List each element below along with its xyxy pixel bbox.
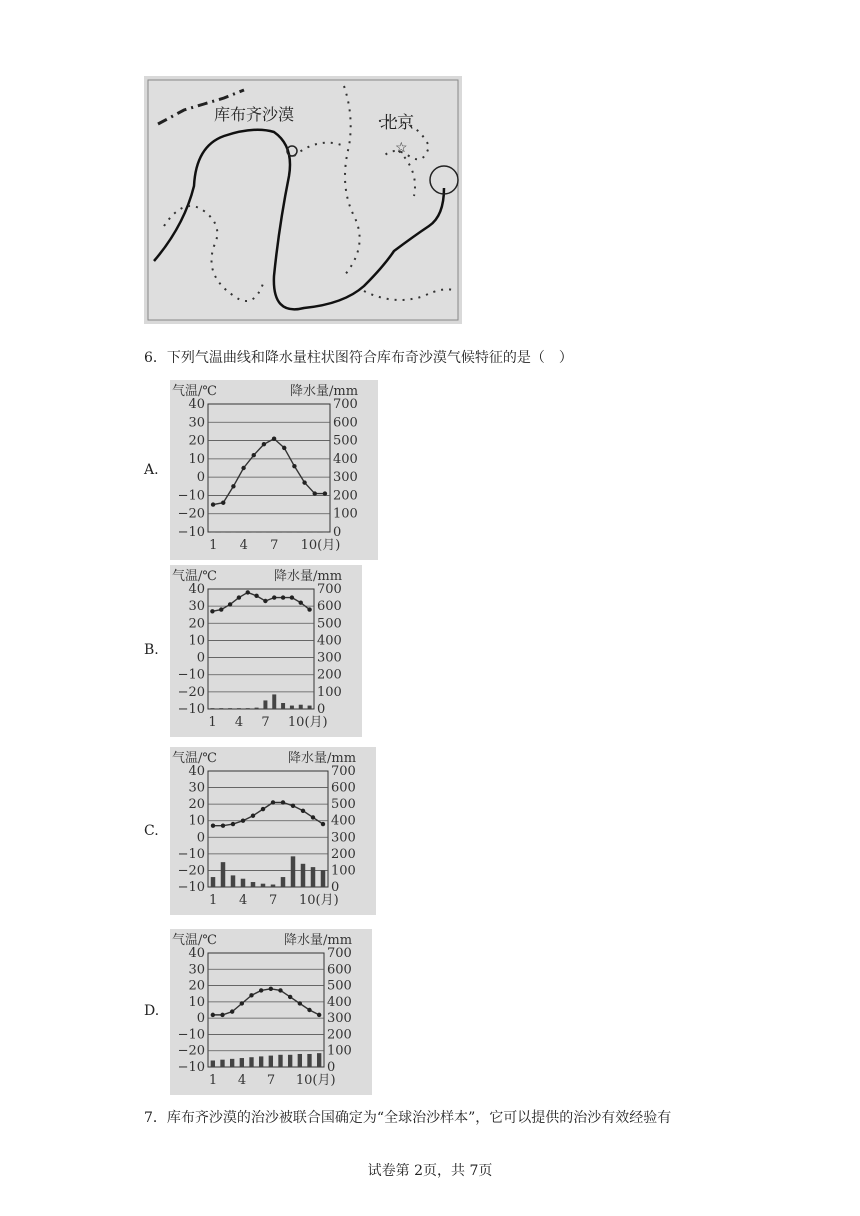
temp-point: [231, 822, 235, 826]
plot-frame: [208, 589, 314, 709]
temp-point: [254, 594, 258, 598]
precip-tick-label: 700: [317, 582, 342, 597]
temp-point: [259, 988, 263, 992]
temp-tick-label: −10: [177, 1060, 205, 1075]
temp-axis-title: 气温/℃: [172, 933, 217, 948]
temp-tick-label: 20: [188, 797, 205, 813]
temp-line: [213, 439, 325, 505]
month-tick-label: 7: [266, 1073, 276, 1088]
precip-tick-label: 500: [331, 797, 356, 813]
temp-tick-label: −10: [177, 702, 205, 717]
temp-point: [237, 595, 241, 599]
temp-tick-label: −10: [177, 667, 205, 683]
month-tick-label: 4: [234, 715, 244, 730]
climate-chart-b: [170, 565, 362, 737]
precip-tick-label: 0: [317, 702, 326, 717]
precip-tick-label: 500: [333, 433, 358, 449]
temp-tick-label: −20: [177, 684, 205, 700]
precip-bar: [298, 1054, 302, 1067]
temp-point: [272, 595, 276, 599]
temp-point: [311, 815, 315, 819]
temp-tick-label: −10: [177, 846, 205, 862]
precip-tick-label: 300: [327, 1011, 352, 1027]
precip-tick-label: 700: [331, 764, 356, 779]
temp-point: [210, 609, 214, 613]
precip-bar: [301, 864, 306, 887]
climate-chart-a: [170, 380, 378, 560]
precip-tick-label: 600: [317, 599, 342, 615]
precip-bar: [291, 856, 296, 887]
precip-bar: [292, 531, 297, 532]
precip-axis-title: 降水量/mm: [284, 933, 353, 948]
precip-bar: [255, 708, 259, 709]
temp-tick-label: −20: [177, 506, 205, 522]
precip-bar: [259, 1056, 263, 1067]
temp-point: [220, 1013, 224, 1017]
precip-bar: [251, 531, 256, 532]
precip-tick-label: 0: [331, 880, 340, 895]
temp-tick-label: 40: [188, 946, 205, 961]
temp-point: [211, 823, 215, 827]
temp-tick-label: −10: [177, 488, 205, 504]
precip-bar: [323, 531, 328, 532]
precip-tick-label: 500: [317, 616, 342, 632]
temp-point: [263, 599, 267, 603]
precip-bar: [261, 884, 266, 887]
precip-bar: [271, 885, 276, 887]
temp-point: [299, 601, 303, 605]
precip-tick-label: 200: [317, 667, 342, 683]
temp-line: [212, 592, 309, 611]
desert-map: [144, 76, 462, 324]
precip-bar: [317, 1053, 321, 1067]
option-c-label[interactable]: C.: [144, 823, 159, 839]
precip-bar: [302, 531, 307, 532]
month-tick-label: 10(月): [295, 1073, 336, 1088]
precip-tick-label: 300: [317, 650, 342, 666]
month-tick-label: 4: [237, 1073, 247, 1088]
temp-tick-label: 0: [196, 650, 205, 666]
page-footer: 试卷第 2页，共 7页: [367, 1163, 493, 1179]
precip-tick-label: 700: [327, 946, 352, 961]
month-tick-label: 4: [239, 893, 248, 908]
precip-bar: [288, 1055, 292, 1067]
temp-point: [241, 466, 245, 470]
precip-bar: [221, 862, 226, 887]
precip-axis-title: 降水量/mm: [290, 384, 359, 399]
temp-point: [281, 595, 285, 599]
precip-bar: [272, 694, 276, 709]
chart-svg: [170, 747, 376, 915]
temp-point: [313, 491, 317, 495]
temp-tick-label: 20: [188, 433, 205, 449]
temp-point: [307, 1008, 311, 1012]
desert-label: 库布齐沙漠: [214, 105, 295, 124]
plot-frame: [208, 953, 324, 1067]
precip-tick-label: 300: [331, 830, 356, 846]
precip-tick-label: 100: [331, 863, 356, 879]
month-tick-label: 1: [209, 893, 218, 908]
temp-tick-label: 40: [188, 582, 205, 597]
temp-point: [307, 607, 311, 611]
precip-bar: [308, 706, 312, 709]
temp-point: [221, 501, 225, 505]
temp-point: [269, 987, 273, 991]
precip-tick-label: 600: [331, 780, 356, 796]
precip-bar: [321, 870, 326, 887]
temp-axis-title: 气温/℃: [172, 751, 217, 766]
precip-tick-label: 100: [327, 1043, 352, 1059]
chart-svg: [170, 565, 362, 737]
precip-bar: [230, 1059, 234, 1067]
temp-point: [211, 1013, 215, 1017]
temp-tick-label: −10: [177, 525, 205, 540]
precip-tick-label: 700: [333, 397, 358, 412]
temp-tick-label: 30: [188, 415, 205, 431]
temp-point: [272, 437, 276, 441]
precip-bar: [262, 531, 267, 532]
climate-chart-c: [170, 747, 376, 915]
precip-bar: [281, 877, 286, 887]
temp-point: [231, 484, 235, 488]
precip-bar: [211, 531, 216, 532]
temp-point: [323, 491, 327, 495]
precip-bar: [240, 1058, 244, 1067]
precip-axis-title: 降水量/mm: [288, 751, 357, 766]
precip-bar: [311, 867, 316, 887]
precip-bar: [312, 531, 317, 532]
precip-bar: [290, 706, 294, 709]
precip-bar: [246, 708, 250, 709]
temp-tick-label: 20: [188, 978, 205, 994]
question-6: 6．下列气温曲线和降水量柱状图符合库布奇沙漠气候特征的是（ ）: [144, 350, 573, 366]
precip-tick-label: 500: [327, 978, 352, 994]
temp-point: [211, 502, 215, 506]
beijing-star-icon: ☆: [395, 140, 408, 156]
month-tick-label: 10(月): [287, 715, 328, 730]
temp-tick-label: 10: [188, 994, 205, 1010]
precip-bar: [241, 531, 246, 532]
temp-tick-label: 0: [196, 470, 205, 486]
month-tick-label: 4: [239, 538, 248, 553]
precip-bar: [249, 1057, 253, 1067]
precip-bar: [269, 1056, 273, 1067]
temp-point: [261, 807, 265, 811]
temp-tick-label: 0: [196, 1011, 205, 1027]
precip-tick-label: 200: [331, 846, 356, 862]
option-b-label[interactable]: B.: [144, 642, 159, 658]
temp-point: [246, 590, 250, 594]
temp-point: [221, 823, 225, 827]
precip-bar: [281, 703, 285, 709]
temp-point: [252, 453, 256, 457]
temp-point: [288, 995, 292, 999]
temp-tick-label: 10: [188, 633, 205, 649]
month-tick-label: 7: [269, 893, 278, 908]
precip-bar: [282, 531, 287, 532]
precip-bar: [272, 531, 277, 532]
precip-tick-label: 400: [317, 633, 342, 649]
temp-line: [213, 802, 323, 825]
precip-bar: [211, 1060, 215, 1067]
temp-tick-label: 30: [188, 780, 205, 796]
temp-point: [298, 1001, 302, 1005]
temp-point: [249, 993, 253, 997]
precip-tick-label: 400: [327, 994, 352, 1010]
month-tick-label: 7: [270, 538, 279, 553]
temp-point: [228, 602, 232, 606]
precip-bar: [307, 1054, 311, 1067]
temp-point: [281, 800, 285, 804]
precip-bar: [263, 700, 267, 709]
chart-svg: [170, 929, 372, 1095]
precip-tick-label: 0: [327, 1060, 336, 1075]
month-tick-label: 10(月): [299, 893, 339, 908]
temp-tick-label: 40: [188, 397, 205, 412]
temp-tick-label: 0: [196, 830, 205, 846]
question-7: 7．库布齐沙漠的治沙被联合国确定为“全球治沙样本”，它可以提供的治沙有效经验有: [144, 1110, 672, 1126]
temp-tick-label: −20: [177, 863, 205, 879]
temp-tick-label: −20: [177, 1043, 205, 1059]
month-tick-label: 1: [208, 715, 217, 730]
temp-point: [317, 1013, 321, 1017]
precip-bar: [237, 708, 241, 709]
temp-point: [251, 814, 255, 818]
precip-bar: [251, 882, 256, 887]
temp-tick-label: 30: [188, 599, 205, 615]
temp-point: [321, 822, 325, 826]
plot-frame: [208, 771, 328, 887]
precip-bar: [210, 708, 214, 709]
temp-point: [219, 607, 223, 611]
precip-bar: [228, 708, 232, 709]
temp-point: [240, 1001, 244, 1005]
precip-axis-title: 降水量/mm: [274, 569, 343, 584]
plot-frame: [208, 404, 330, 532]
precip-tick-label: 0: [333, 525, 342, 540]
precip-bar: [220, 1060, 224, 1067]
temp-point: [282, 446, 286, 450]
precip-bar: [231, 875, 236, 887]
precip-tick-label: 100: [333, 506, 358, 522]
temp-point: [292, 464, 296, 468]
precip-tick-label: 200: [333, 488, 358, 504]
option-a-label[interactable]: A.: [144, 462, 159, 478]
precip-tick-label: 600: [333, 415, 358, 431]
precip-bar: [241, 879, 246, 887]
precip-bar: [221, 531, 226, 532]
chart-svg: [170, 380, 378, 560]
map-drawing: [144, 76, 462, 324]
precip-bar: [211, 877, 216, 887]
climate-chart-d: [170, 929, 372, 1095]
precip-bar: [278, 1055, 282, 1067]
temp-point: [291, 804, 295, 808]
precip-tick-label: 400: [333, 451, 358, 467]
temp-tick-label: 20: [188, 616, 205, 632]
temp-point: [262, 442, 266, 446]
month-tick-label: 1: [209, 538, 218, 553]
temp-point: [278, 988, 282, 992]
precip-tick-label: 300: [333, 470, 358, 486]
temp-point: [302, 480, 306, 484]
month-tick-label: 1: [208, 1073, 218, 1088]
temp-point: [301, 809, 305, 813]
temp-point: [290, 595, 294, 599]
temp-point: [230, 1009, 234, 1013]
temp-tick-label: −10: [177, 880, 205, 895]
precip-tick-label: 400: [331, 813, 356, 829]
precip-bar: [219, 708, 223, 709]
temp-tick-label: 10: [188, 451, 205, 467]
temp-point: [241, 819, 245, 823]
temp-tick-label: −10: [177, 1027, 205, 1043]
temp-tick-label: 40: [188, 764, 205, 779]
month-tick-label: 10(月): [300, 538, 341, 553]
precip-bar: [231, 531, 236, 532]
month-tick-label: 7: [261, 715, 270, 730]
temp-axis-title: 气温/℃: [172, 384, 217, 399]
temp-tick-label: 10: [188, 813, 205, 829]
precip-bar: [299, 705, 303, 709]
precip-tick-label: 600: [327, 962, 352, 978]
temp-point: [271, 800, 275, 804]
option-d-label[interactable]: D.: [144, 1003, 160, 1019]
precip-tick-label: 100: [317, 684, 342, 700]
temp-tick-label: 30: [188, 962, 205, 978]
temp-axis-title: 气温/℃: [172, 569, 217, 584]
precip-tick-label: 200: [327, 1027, 352, 1043]
beijing-label: 北京: [380, 113, 414, 133]
